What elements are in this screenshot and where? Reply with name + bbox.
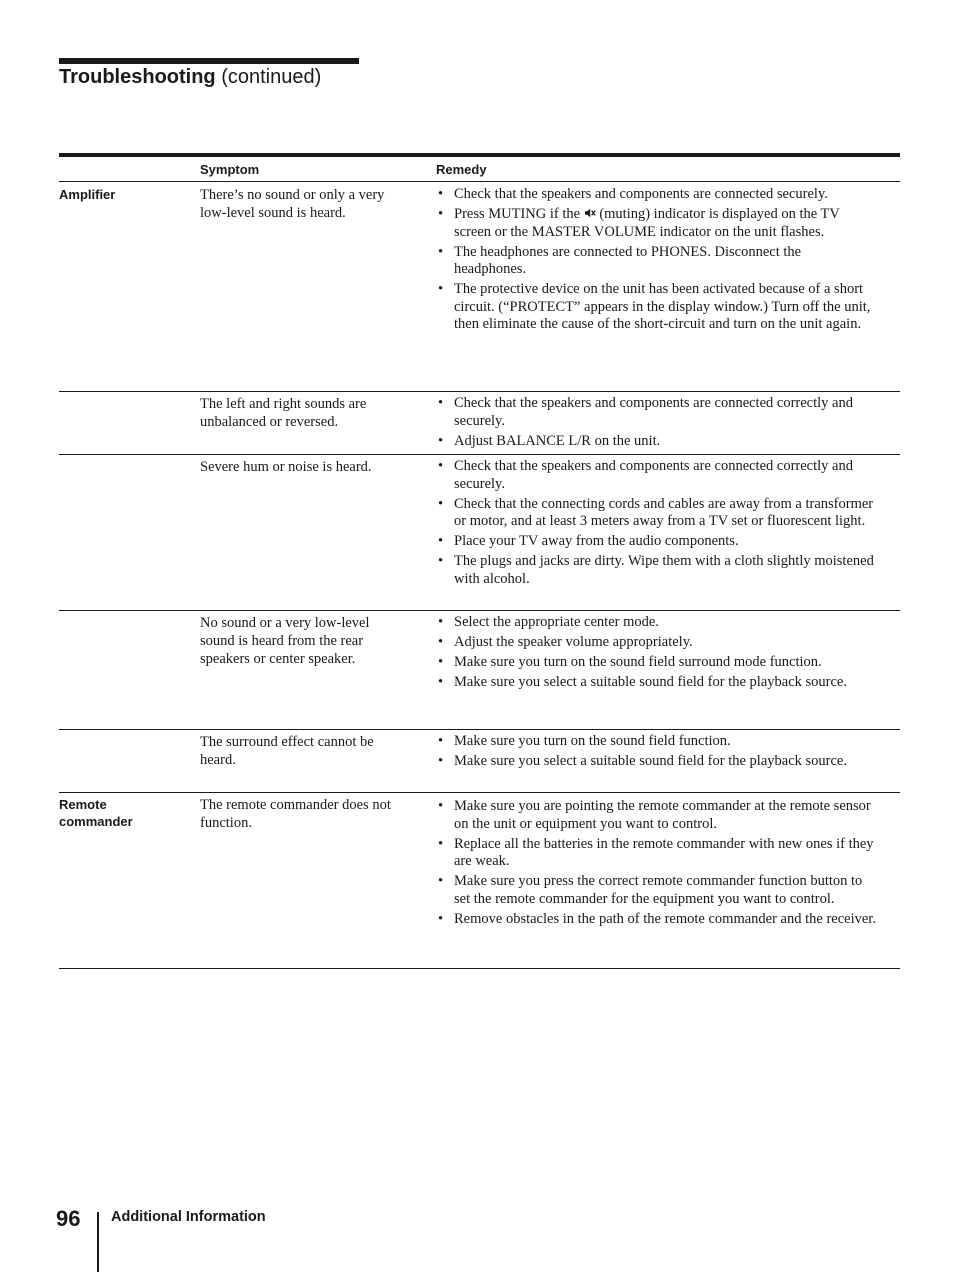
remedy-list: [436, 458, 876, 591]
remedy-item: • The plugs and jacks are dirty. Wipe them with a cloth slightly moistened with alcohol.: [436, 553, 876, 588]
symptom-text: There’s no sound or only a very low-level sound is heard.: [200, 187, 385, 221]
troubleshooting-table: [59, 153, 900, 969]
remedy-list: [436, 614, 876, 694]
remedy-text: Press MUTING if the: [454, 205, 581, 222]
remedy-list: [436, 186, 876, 336]
muting-icon: [584, 207, 596, 219]
remedy-column-header: Remedy: [436, 162, 487, 177]
remedy-item: • Check that the speakers and components are connected correctly and securely.: [436, 458, 876, 493]
table-body: [59, 182, 900, 969]
footer-divider: [97, 1212, 99, 1272]
remedy-item: • The protective device on the unit has been activated because of a short circuit. (“PROTECT” appears in the display window.) Turn off the unit, then eliminate the cause of the short-circuit and turn on the unit again.: [436, 281, 876, 334]
remedy-text: (muting) indicator is displayed on the TV screen or the MASTER VOLUME indicator on the unit flashes.: [454, 205, 840, 240]
remedy-item: • Remove obstacles in the path of the remote commander and the receiver.: [436, 911, 876, 929]
symptom-text: The left and right sounds are unbalanced or reversed.: [200, 396, 367, 430]
page-title: [59, 66, 321, 89]
remedy-list: [436, 395, 876, 453]
remedy-list: [436, 798, 876, 931]
table-row: [59, 611, 900, 730]
remedy-item: [436, 206, 876, 241]
remedy-item: • Select the appropriate center mode.: [436, 614, 876, 632]
remedy-item: • Check that the speakers and components are connected securely.: [436, 186, 876, 204]
remedy-item: • Place your TV away from the audio components.: [436, 533, 876, 551]
remedy-item: • Replace all the batteries in the remote commander with new ones if they are weak.: [436, 836, 876, 871]
remedy-item: • Make sure you select a suitable sound field for the playback source.: [436, 753, 876, 771]
category-label: Remote commander: [59, 797, 133, 829]
page-number: 96: [56, 1206, 81, 1231]
symptom-text: The surround effect cannot be heard.: [200, 734, 374, 768]
footer-section-label: Additional Information: [111, 1209, 266, 1225]
remedy-item: • Make sure you select a suitable sound field for the playback source.: [436, 674, 876, 692]
remedy-item: • Make sure you are pointing the remote commander at the remote sensor on the unit or equipment you want to control.: [436, 798, 876, 833]
table-header-row: [59, 157, 900, 182]
table-row: [59, 392, 900, 455]
symptom-text: No sound or a very low-level sound is heard from the rear speakers or center speaker.: [200, 615, 370, 667]
remedy-item: • Adjust the speaker volume appropriately.: [436, 634, 876, 652]
title-rule: [59, 58, 359, 64]
symptom-text: Severe hum or noise is heard.: [200, 459, 372, 475]
page-title-main: Troubleshooting: [59, 66, 216, 88]
remedy-item: • Make sure you press the correct remote commander function button to set the remote commander for the equipment you want to control.: [436, 873, 876, 908]
remedy-item: • Check that the connecting cords and cables are away from a transformer or motor, and at least 3 meters away from a TV set or fluorescent light.: [436, 496, 876, 531]
remedy-item: • The headphones are connected to PHONES. Disconnect the headphones.: [436, 244, 876, 279]
remedy-item: • Make sure you turn on the sound field surround mode function.: [436, 654, 876, 672]
table-row: [59, 793, 900, 969]
table-row: [59, 730, 900, 793]
symptom-column-header: Symptom: [200, 162, 260, 177]
page-title-suffix: (continued): [215, 66, 322, 88]
table-row: [59, 182, 900, 392]
table-row: [59, 455, 900, 611]
category-label: Amplifier: [59, 187, 116, 202]
remedy-item: • Make sure you turn on the sound field function.: [436, 733, 876, 751]
remedy-item: • Check that the speakers and components are connected correctly and securely.: [436, 395, 876, 430]
remedy-list: [436, 733, 876, 773]
symptom-text: The remote commander does not function.: [200, 797, 391, 831]
remedy-item: • Adjust BALANCE L/R on the unit.: [436, 433, 876, 451]
